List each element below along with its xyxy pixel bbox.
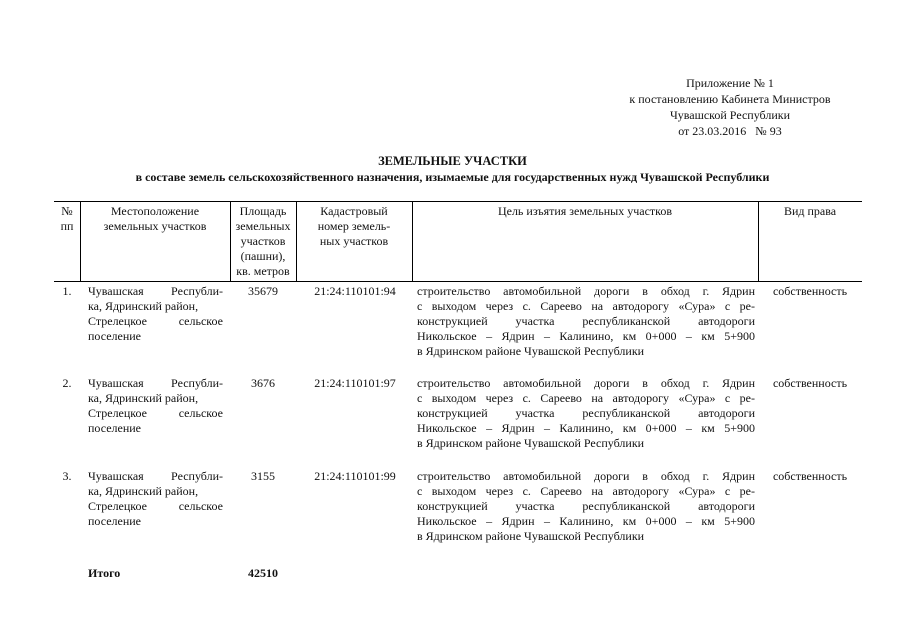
row-right-type: собственность xyxy=(772,469,848,483)
header-location: Местоположение земельных участков xyxy=(103,204,207,233)
row-cadastral: 21:24:110101:94 xyxy=(314,284,396,298)
row-purpose: строительство автомобильной дороги в обход г. Ядрин с выходом через с. Сареево на автодорогу «Сура» с ре- конструкцией участка республиканской автодороги Никольское – Ядрин – Калинино, км 0+000 – км 5+900 в Ядринском районе Чувашской Республики xyxy=(417,376,755,450)
total-label: Итого xyxy=(88,566,121,580)
row-location: Чувашская Республи- ка, Ядринский район, Стрелецкое сельское поселение xyxy=(88,469,223,528)
header-cadastral: Кадастровый номер земель- ных участков xyxy=(317,204,391,248)
row-num: 3. xyxy=(62,469,72,483)
table-header-rule xyxy=(54,281,862,282)
row-right-type: собственность xyxy=(772,376,848,390)
header-area: Площадь земельных участков (пашни), кв. метров xyxy=(235,204,291,278)
document-title: ЗЕМЕЛЬНЫЕ УЧАСТКИ xyxy=(378,154,527,168)
appendix-line-3: Чувашской Республики xyxy=(669,108,791,122)
row-area: 3676 xyxy=(251,376,275,390)
row-location: Чувашская Республи- ка, Ядринский район, Стрелецкое сельское поселение xyxy=(88,376,223,435)
table-top-rule xyxy=(54,201,862,202)
row-area: 35679 xyxy=(248,284,278,298)
row-location: Чувашская Республи- ка, Ядринский район, Стрелецкое сельское поселение xyxy=(88,284,223,343)
row-right-type: собственность xyxy=(772,284,848,298)
appendix-line-4: от 23.03.2016 № 93 xyxy=(678,124,782,138)
row-purpose: строительство автомобильной дороги в обход г. Ядрин с выходом через с. Сареево на автодорогу «Сура» с ре- конструкцией участка республиканской автодороги Никольское – Ядрин – Калинино, км 0+000 – км 5+900 в Ядринском районе Чувашской Республики xyxy=(417,469,755,543)
appendix-line-2: к постановлению Кабинета Министров xyxy=(629,92,831,106)
appendix-block xyxy=(560,75,900,139)
row-num: 2. xyxy=(62,376,72,390)
header-right: Вид права xyxy=(783,204,837,218)
appendix-line-1: Приложение № 1 xyxy=(686,76,774,90)
row-cadastral: 21:24:110101:97 xyxy=(314,376,396,390)
row-cadastral: 21:24:110101:99 xyxy=(314,469,396,483)
total-value: 42510 xyxy=(248,566,278,580)
row-purpose: строительство автомобильной дороги в обход г. Ядрин с выходом через с. Сареево на автодорогу «Сура» с ре- конструкцией участка республиканской автодороги Никольское – Ядрин – Калинино, км 0+000 – км 5+900 в Ядринском районе Чувашской Республики xyxy=(417,284,755,358)
row-area: 3155 xyxy=(251,469,275,483)
row-num: 1. xyxy=(62,284,72,298)
header-num: № пп xyxy=(60,204,74,233)
header-purpose: Цель изъятия земельных участков xyxy=(497,204,673,218)
document-subtitle: в составе земель сельскохозяйственного назначения, изымаемые для государственных нужд Чувашской Республики xyxy=(135,170,770,184)
